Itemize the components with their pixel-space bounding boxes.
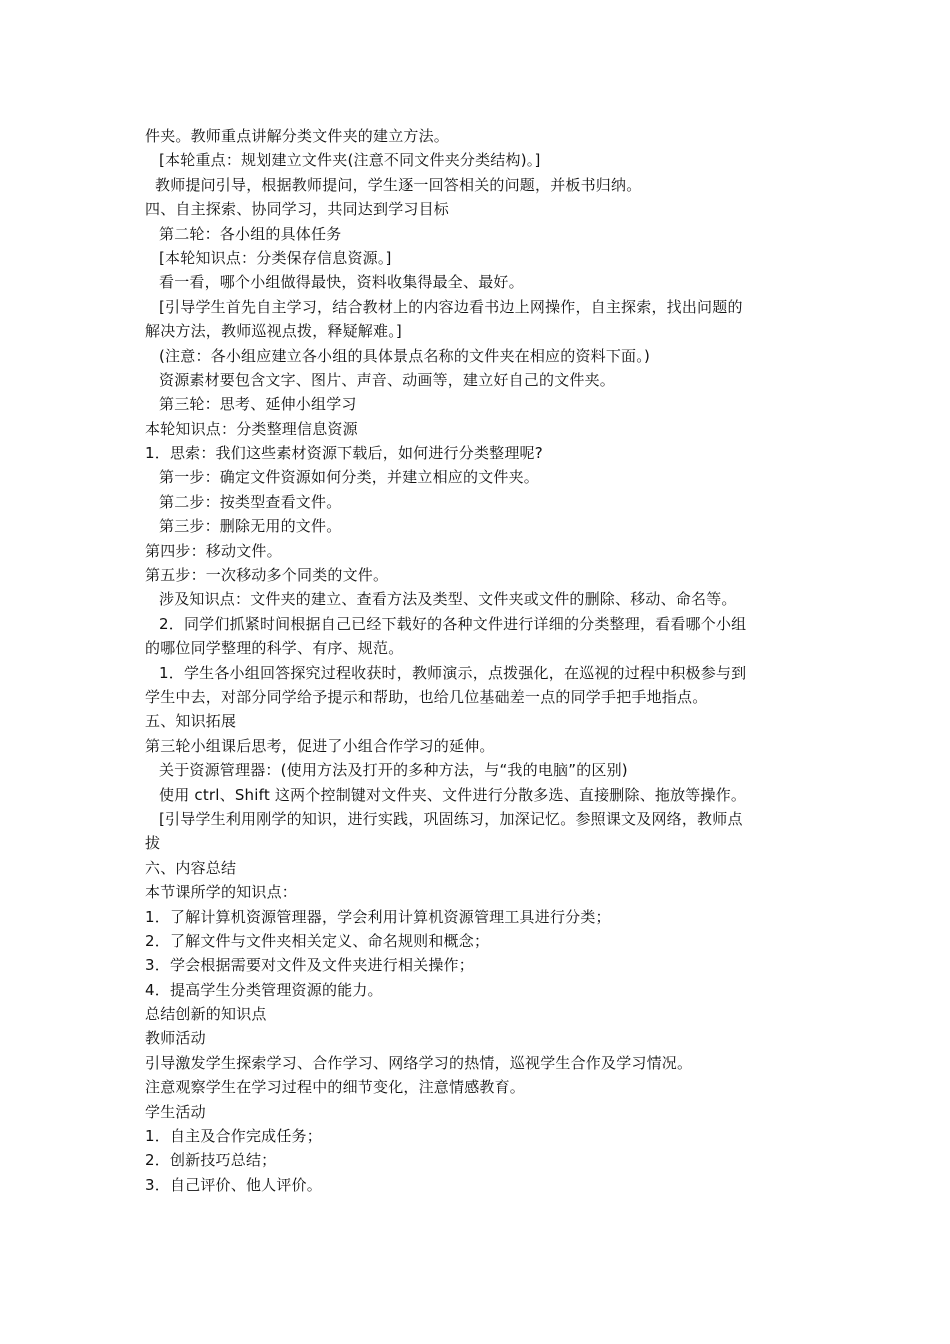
text-line: 件夹。教师重点讲解分类文件夹的建立方法。 [145, 127, 450, 145]
text-line: 第一步：确定文件资源如何分类，并建立相应的文件夹。 [159, 468, 540, 487]
text-line: 本节课所学的知识点： [145, 883, 298, 902]
text-line: [本轮知识点：分类保存信息资源。] [159, 248, 392, 267]
document-body [145, 124, 810, 1197]
text-line: 四、自主探索、协同学习，共同达到学习目标 [145, 200, 450, 219]
text-line: 资源素材要包含文字、图片、声音、动画等，建立好自己的文件夹。 [159, 370, 616, 389]
text-line: 第二轮：各小组的具体任务 [159, 224, 342, 243]
text-line: 本轮知识点：分类整理信息资源 [145, 419, 358, 438]
text-line: [本轮重点：规划建立文件夹(注意不同文件夹分类结构)。] [159, 151, 541, 170]
text-line: 1．学生各小组回答探究过程收获时，教师演示，点拨强化，在巡视的过程中积极参与到 [159, 663, 747, 682]
text-line: 3．自己评价、他人评价。 [145, 1175, 322, 1194]
text-line: 第三步：删除无用的文件。 [159, 517, 342, 536]
text-line: 的哪位同学整理的科学、有序、规范。 [145, 639, 404, 658]
text-line: 引导激发学生探索学习、合作学习、网络学习的热情，巡视学生合作及学习情况。 [145, 1053, 693, 1072]
text-line: 1．自主及合作完成任务； [145, 1127, 322, 1146]
text-line: 教师提问引导，根据教师提问，学生逐一回答相关的问题，并板书归纳。 [155, 175, 642, 194]
text-line: 第三轮：思考、延伸小组学习 [159, 395, 357, 414]
text-line: 1．了解计算机资源管理器，学会利用计算机资源管理工具进行分类； [145, 907, 611, 926]
text-line: 注意观察学生在学习过程中的细节变化，注意情感教育。 [145, 1078, 526, 1097]
text-line: 总结创新的知识点 [145, 1005, 267, 1024]
text-line: 解决方法，教师巡视点拨，释疑解难。] [145, 322, 402, 341]
text-line: 第三轮小组课后思考，促进了小组合作学习的延伸。 [145, 736, 495, 755]
text-line: 看一看，哪个小组做得最快，资料收集得最全、最好。 [159, 273, 524, 292]
text-line: 3．学会根据需要对文件及文件夹进行相关操作； [145, 956, 474, 975]
text-line: 五、知识拓展 [145, 712, 237, 731]
text-line: [引导学生首先自主学习，结合教材上的内容边看书边上网操作，自主探索，找出问题的 [159, 297, 743, 316]
text-line: 使用 ctrl、Shift 这两个控制键对文件夹、文件进行分散多选、直接删除、拖放等操作。 [159, 785, 747, 804]
text-line: 第二步：按类型查看文件。 [159, 492, 342, 511]
text-line: 涉及知识点：文件夹的建立、查看方法及类型、文件夹或文件的删除、移动、命名等。 [159, 590, 737, 609]
text-line: 拔 [145, 834, 161, 853]
text-line: 第五步：一次移动多个同类的文件。 [145, 566, 389, 585]
text-line: 2．同学们抓紧时间根据自己已经下载好的各种文件进行详细的分类整理，看看哪个小组 [159, 614, 747, 633]
text-line: 学生活动 [145, 1102, 206, 1121]
text-line: 关于资源管理器：(使用方法及打开的多种方法，与“我的电脑”的区别) [159, 761, 628, 780]
text-line: 1．思索：我们这些素材资源下载后，如何进行分类整理呢? [145, 444, 543, 463]
text-line: 教师活动 [145, 1029, 206, 1048]
text-line: (注意：各小组应建立各小组的具体景点名称的文件夹在相应的资料下面。) [159, 346, 651, 365]
text-line: 第四步：移动文件。 [145, 541, 282, 560]
text-line: [引导学生利用刚学的知识，进行实践，巩固练习，加深记忆。参照课文及网络，教师点 [159, 809, 743, 828]
text-line: 4．提高学生分类管理资源的能力。 [145, 980, 383, 999]
text-line: 学生中去，对部分同学给予提示和帮助，也给几位基础差一点的同学手把手地指点。 [145, 687, 708, 706]
text-line: 2．了解文件与文件夹相关定义、命名规则和概念； [145, 931, 490, 950]
text-line: 六、内容总结 [145, 858, 237, 877]
text-line: 2．创新技巧总结； [145, 1151, 277, 1170]
